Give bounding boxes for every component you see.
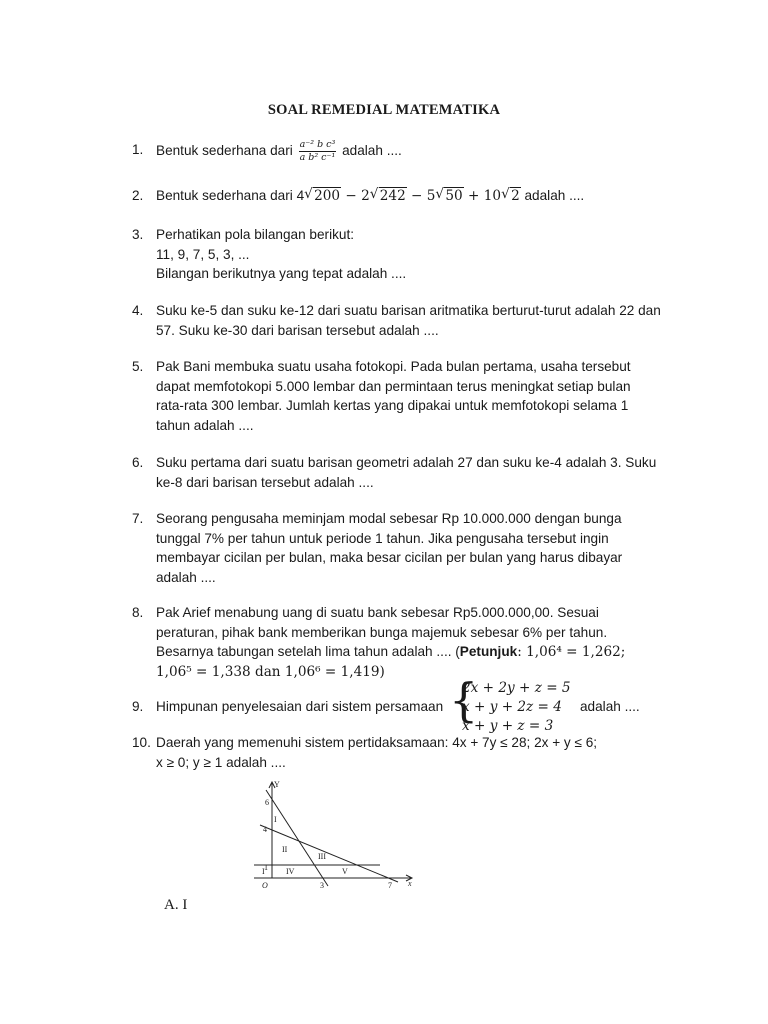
question-7 [132,509,662,587]
question-number: 7. [132,511,144,526]
line-2x-y-6 [266,790,328,886]
question-text-end: adalah .... [520,188,585,203]
x-tick-3: 3 [320,881,324,890]
sqrt-term: √ 50 [435,186,463,204]
question-9-end: adalah .... [580,699,640,714]
question-text: Bentuk sederhana dari [156,143,293,159]
region-label: IV [286,867,295,876]
sqrt-term: √ 2 [501,186,520,204]
x-label: x [408,879,412,888]
question-line: Bilangan berikutnya yang tepat adalah .... [156,266,407,281]
equation-1: 2x + 2y + z = 5 [462,680,571,696]
y-label: Y [274,780,280,789]
hint-label: Petunjuk [459,644,518,659]
equation-system [462,679,571,736]
y-tick-4: 4 [263,825,267,834]
line-4x-7y-28 [260,825,398,882]
question-text-end: adalah .... [342,143,402,159]
question-line: x ≥ 0; y ≥ 1 adalah .... [156,754,286,770]
equation-2: x + y + 2z = 4 [462,699,562,715]
question-text: Bentuk sederhana dari 4 [156,188,305,203]
fraction-numerator: a⁻² b c³ [299,139,336,150]
sqrt-term: √ 200 [304,186,341,204]
region-label: V [342,867,348,876]
question-6 [132,453,662,492]
sqrt-term: √ 242 [369,186,406,204]
question-2: 2. Bentuk sederhana dari 4 √ 200 − 2 √ 242 − 5 √ 50 + 10 √ 2 adalah .... [132,186,662,207]
question-number: 8. [132,605,144,620]
region-label: II [282,845,288,854]
question-line: 11, 9, 7, 5, 3, ... [156,246,250,262]
region-label: I [262,867,265,876]
question-number: 1. [132,142,144,157]
question-number: 2. [132,188,144,203]
question-1 [132,140,662,163]
question-5 [132,357,662,435]
question-line: Perhatikan pola bilangan berikut: [156,227,354,242]
origin-label: O [262,881,268,890]
fraction [299,140,337,163]
question-number: 3. [132,227,144,242]
question-number: 4. [132,303,144,318]
question-text: Seorang pengusaha meminjam modal sebesar Rp 10.000.000 dengan bunga tunggal 7% per tahun untuk periode 1 tahun. Jika pengusaha tersebut ingin membayar cicilan per bulan, maka besar cicilan per bulan yang harus dibayar adalah .... [156,511,623,585]
y-tick-1: 1 [264,863,268,872]
question-number: 10. [132,735,151,750]
region-graph [248,778,420,892]
question-number: 6. [132,455,144,470]
question-number: 9. [132,699,144,714]
fraction-denominator: a b² c⁻¹ [299,152,336,163]
question-text: Suku pertama dari suatu barisan geometri adalah 27 dan suku ke-4 adalah 3. Suku ke-8 dari barisan tersebut adalah .... [156,455,657,490]
y-tick-6: 6 [265,798,269,807]
question-line: Pak Arief menabung uang di suatu bank sebesar Rp5.000.000,00. Sesuai [156,605,599,620]
equation-3: x + y + z = 3 [462,718,554,734]
question-4 [132,301,662,340]
question-3 [132,225,662,284]
page-title: SOAL REMEDIAL MATEMATIKA [267,102,501,118]
question-line: Daerah yang memenuhi sistem pertidaksamaan: 4x + 7y ≤ 28; 2x + y ≤ 6; [156,735,598,750]
question-text: Himpunan penyelesaian dari sistem persamaan [156,699,444,714]
question-10 [132,733,692,772]
question-line: Besarnya tabungan setelah lima tahun adalah .... (Petunjuk: 1,06⁴ = 1,262; [156,644,626,660]
system-brace: { [449,673,479,727]
region-label: I [274,815,277,824]
region-label: III [318,852,326,861]
question-text: Pak Bani membuka suatu usaha fotokopi. Pada bulan pertama, usaha tersebut dapat memfotokopi 5.000 lembar dan permintaan terus meningkat setiap bulan rata-rata 300 lembar. Jumlah kertas yang dipakai untuk memfotokopi selama 1 tahun adalah .... [156,359,631,433]
question-line: 1,06⁵ = 1,338 dan 1,06⁶ = 1,419) [156,663,385,680]
question-text: Suku ke-5 dan suku ke-12 dari suatu barisan aritmatika berturut-turut adalah 22 dan 57. Suku ke-30 dari barisan tersebut adalah .... [156,303,661,338]
question-line: peraturan, pihak bank memberikan bunga majemuk sebesar 6% per tahun. [156,624,608,640]
question-8 [132,603,672,682]
x-tick-7: 7 [388,881,392,890]
answer-option-a: A. I [164,897,188,913]
question-number: 5. [132,359,144,374]
